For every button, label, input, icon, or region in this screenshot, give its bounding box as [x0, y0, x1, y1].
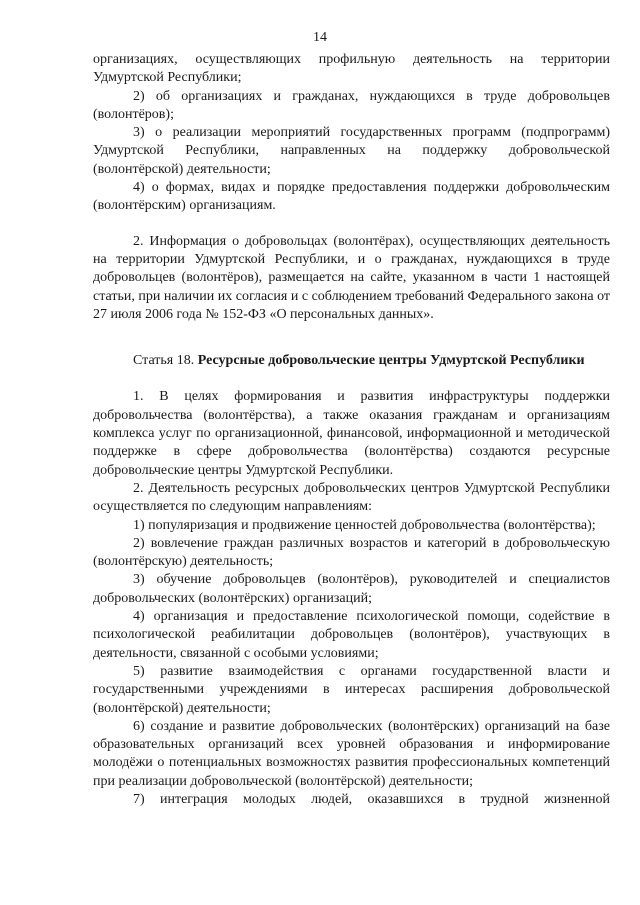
list-item: 5) развитие взаимодействия с органами государственной власти и государственными учреждениями в интересах расширения добровольческой (волонтёрской) деятельности; [93, 663, 610, 716]
document-body [93, 51, 610, 809]
paragraph-item2: 2) об организациях и гражданах, нуждающихся в труде добровольцев (волонтёров); [93, 88, 610, 122]
paragraph-item1-tail: организациях, осуществляющих профильную деятельность на территории Удмуртской Республики; [93, 52, 610, 86]
paragraph-item4: 4) о формах, видах и порядке предоставления поддержки добровольческим (волонтёрским) организациям. [93, 180, 610, 214]
list-item: 3) обучение добровольцев (волонтёров), руководителей и специалистов добровольческих (волонтёрских) организаций; [93, 572, 610, 606]
page-number: 14 [313, 30, 327, 45]
article-18-heading [93, 352, 610, 370]
paragraph-item3: 3) о реализации мероприятий государственных программ (подпрограмм) Удмуртской Республики, направленных на поддержку добровольческой (волонтёрской) деятельности; [93, 125, 610, 177]
paragraph-info-part2: 2. Информация о добровольцах (волонтёрах), осуществляющих деятельность на территории Удмуртской Республики, и о гражданах, нуждающихся в труде добровольцев (волонтёров), размещается на сайте, указанном в части 1 настоящей статьи, при наличии их согласия и с соблюдением требований Федерального закона от 27 июля 2006 года № 152-ФЗ «О персональных данных». [93, 233, 610, 322]
list-item: 1) популяризация и продвижение ценностей добровольчества (волонтёрства); [133, 517, 596, 533]
article-number: Статья 18. [133, 353, 195, 369]
article-title: Ресурсные добровольческие центры Удмуртской Республики [197, 353, 585, 369]
list-item: 6) создание и развитие добровольческих (волонтёрских) организаций на базе образовательных организаций всех уровней образования и информирование молодёжи о потенциальных возможностях развития профессиональных компетенций при реализации добровольческой (волонтёрской) деятельности; [93, 718, 610, 789]
article-18-part1: 1. В целях формирования и развития инфраструктуры поддержки добровольчества (волонтёрства), а также оказания гражданам и организациям комплекса услуг по организационной, финансовой, информационной и методической поддержке в сфере добровольчества (волонтёрства) создаются ресурсные добровольческие центры Удмуртской Республики. [93, 389, 610, 478]
list-item: 4) организация и предоставление психологической помощи, содействие в психологической реабилитации добровольцев (волонтёров), участвующих в деятельности, связанной с особыми условиями; [93, 609, 610, 661]
list-item: 2) вовлечение граждан различных возрастов и категорий в добровольческую (волонтёрскую) деятельность; [93, 535, 610, 570]
article-18-part2-intro: 2. Деятельность ресурсных добровольческих центров Удмуртской Республики осуществляется по следующим направлениям: [93, 480, 610, 515]
list-item: 7) интеграция молодых людей, оказавшихся в трудной жизненной [133, 791, 610, 807]
